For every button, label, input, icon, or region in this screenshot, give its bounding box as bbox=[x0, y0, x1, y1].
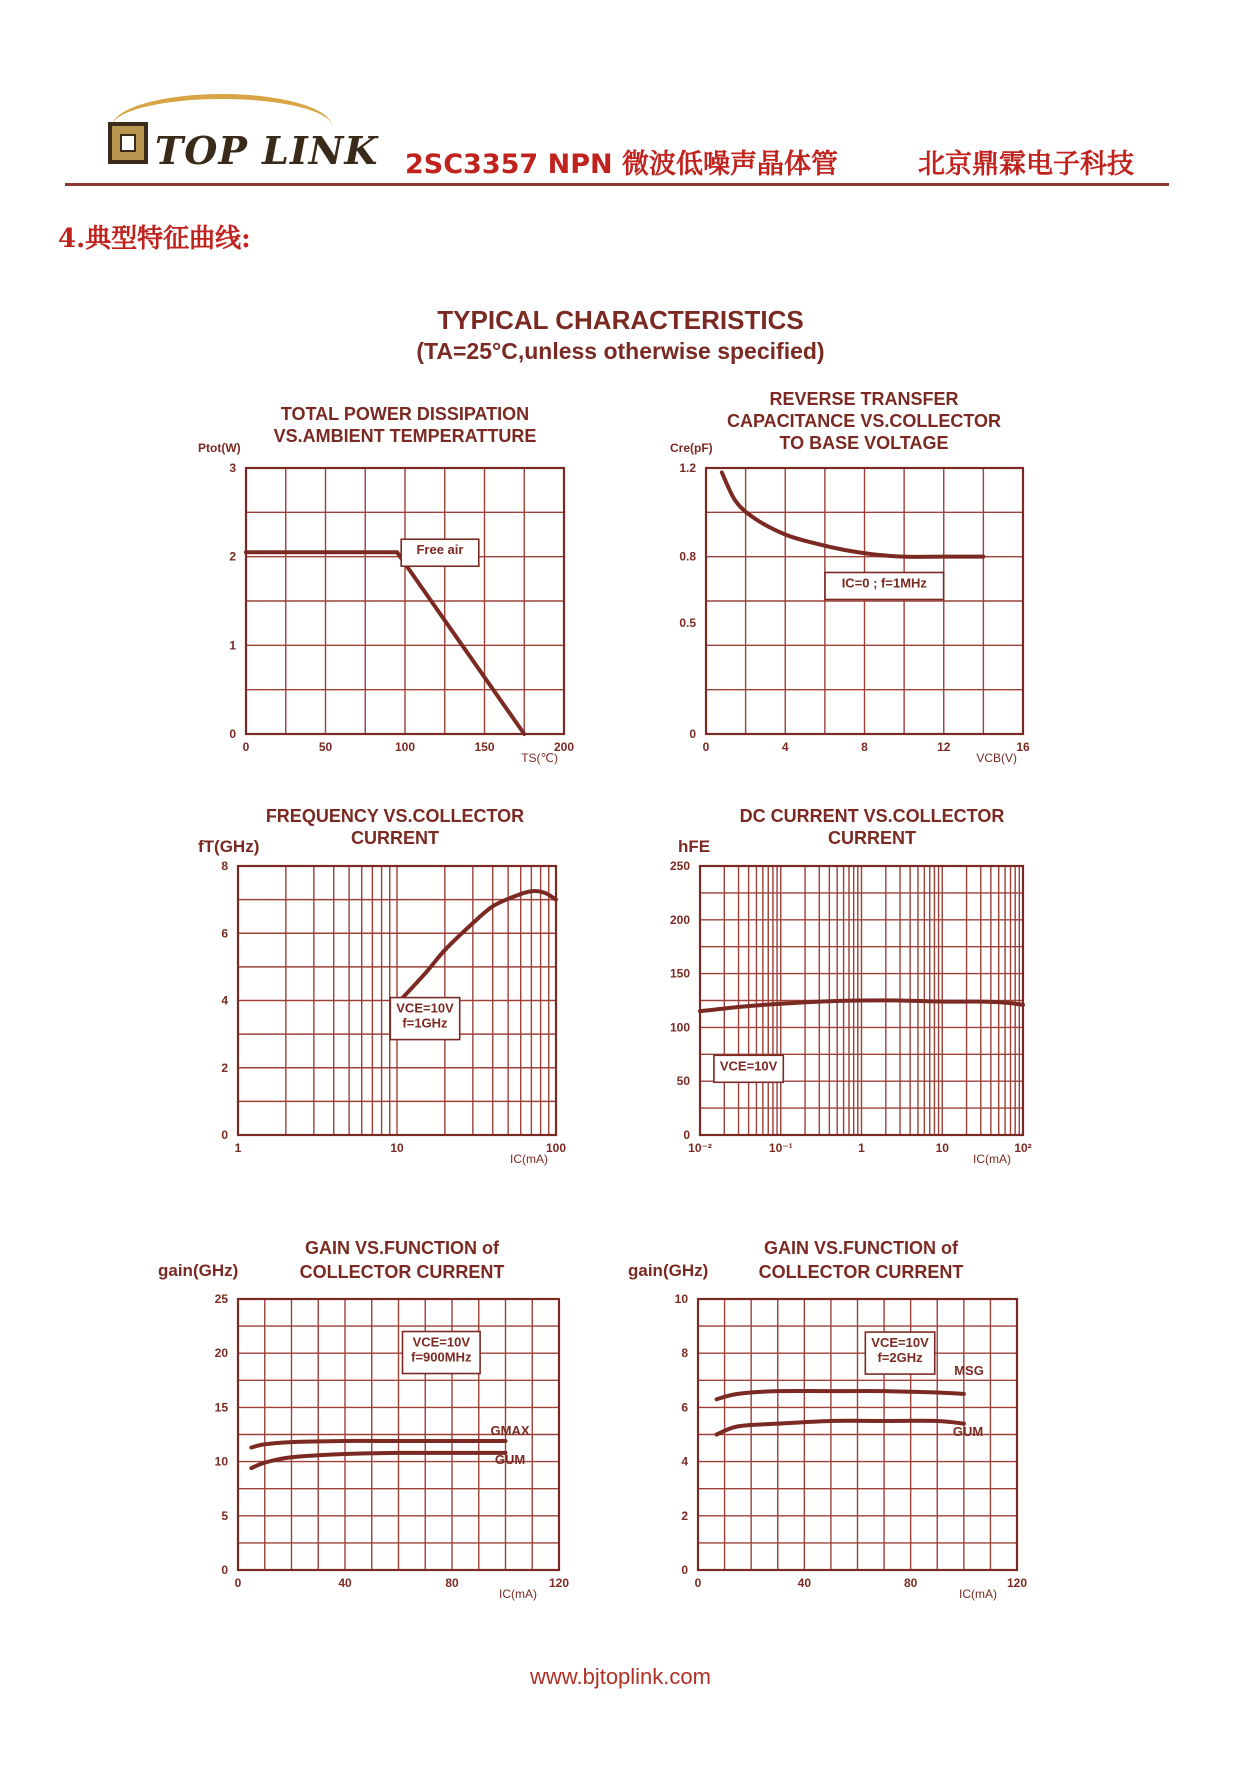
y-axis-label: Ptot(W) bbox=[198, 441, 241, 455]
logo-text: TOP LINK bbox=[155, 128, 379, 173]
chart-title-line: FREQUENCY VS.COLLECTOR bbox=[265, 806, 525, 826]
y-tick-label: 8 bbox=[221, 859, 228, 873]
y-tick-label: 0 bbox=[689, 727, 696, 741]
chart-frequency bbox=[198, 806, 566, 1166]
y-tick-label: 1.2 bbox=[679, 461, 696, 475]
annotation-text: f=1GHz bbox=[402, 1015, 448, 1031]
x-tick-label: 10 bbox=[390, 1141, 404, 1155]
x-tick-label: 4 bbox=[781, 740, 789, 754]
chart-title-line: CURRENT bbox=[828, 828, 916, 848]
y-tick-label: 2 bbox=[229, 549, 236, 564]
y-axis-label: hFE bbox=[678, 837, 711, 856]
y-tick-label: 10 bbox=[674, 1292, 688, 1306]
x-tick-label: 0 bbox=[702, 740, 710, 754]
series-line-gmax bbox=[251, 1441, 505, 1448]
chart-title-line: TOTAL POWER DISSIPATION bbox=[280, 404, 530, 424]
annotation-text: Free air bbox=[416, 542, 464, 558]
x-axis-label: IC(mA) bbox=[499, 1587, 537, 1601]
y-tick-label: 0 bbox=[229, 727, 236, 741]
y-tick-label: 4 bbox=[681, 1454, 688, 1469]
x-tick-label: 120 bbox=[1006, 1576, 1028, 1590]
chart-gain_2g bbox=[628, 1238, 1027, 1601]
y-axis-label: gain(GHz) bbox=[158, 1261, 239, 1280]
y-tick-label: 1 bbox=[229, 638, 236, 653]
x-tick-label: 0 bbox=[242, 740, 250, 754]
y-tick-label: 6 bbox=[221, 926, 228, 941]
y-tick-label: 0 bbox=[683, 1128, 690, 1142]
series-label-gum-2g: GUM bbox=[952, 1424, 984, 1439]
x-tick-label: 80 bbox=[445, 1576, 459, 1590]
annotation-text: f=2GHz bbox=[877, 1350, 923, 1366]
y-tick-label: 0 bbox=[221, 1128, 228, 1142]
y-axis-label: Cre(pF) bbox=[670, 441, 713, 455]
chart-title-line: COLLECTOR CURRENT bbox=[299, 1262, 505, 1282]
x-tick-label: 40 bbox=[797, 1576, 812, 1590]
x-tick-label: 1 bbox=[858, 1141, 865, 1155]
series-line-gum bbox=[717, 1421, 964, 1435]
section-title: 4.典型特征曲线: bbox=[58, 224, 251, 254]
company-name: 北京鼎霖电子科技 bbox=[918, 149, 1134, 180]
y-tick-label: 10 bbox=[214, 1454, 228, 1469]
x-axis-label: IC(mA) bbox=[959, 1587, 997, 1601]
x-tick-label: 0 bbox=[234, 1576, 242, 1590]
series-label-gum: GUM bbox=[494, 1452, 526, 1467]
x-tick-label: 10⁻¹ bbox=[768, 1141, 793, 1155]
x-tick-label: 16 bbox=[1016, 740, 1030, 754]
y-tick-label: 0.8 bbox=[679, 549, 696, 564]
main-title: TYPICAL CHARACTERISTICS bbox=[437, 305, 804, 335]
y-tick-label: 2 bbox=[221, 1060, 228, 1075]
x-tick-label: 50 bbox=[318, 740, 333, 754]
chart-dc_current bbox=[670, 806, 1032, 1166]
footer-url[interactable]: www.bjtoplink.com bbox=[530, 1664, 711, 1689]
x-tick-label: 120 bbox=[548, 1576, 570, 1590]
series-line-ft bbox=[397, 891, 556, 1004]
series-label-msg: MSG bbox=[954, 1363, 984, 1378]
y-tick-label: 5 bbox=[221, 1508, 228, 1523]
series-label-gmax: GMAX bbox=[490, 1423, 530, 1438]
chart-title-line: REVERSE TRANSFER bbox=[769, 389, 959, 409]
chart-gain_900 bbox=[158, 1238, 569, 1601]
x-tick-label: 12 bbox=[937, 740, 951, 754]
y-tick-label: 0 bbox=[221, 1563, 228, 1577]
x-tick-label: 10 bbox=[935, 1141, 949, 1155]
x-tick-label: 8 bbox=[861, 740, 868, 754]
annotation-text: VCE=10V bbox=[871, 1335, 929, 1351]
annotation-text: VCE=10V bbox=[396, 1000, 454, 1016]
y-tick-label: 6 bbox=[681, 1400, 688, 1415]
chart-capacitance bbox=[670, 389, 1030, 765]
y-tick-label: 15 bbox=[214, 1400, 228, 1415]
x-tick-label: 150 bbox=[474, 740, 495, 754]
chart-power bbox=[198, 404, 574, 765]
x-axis-label: IC(mA) bbox=[973, 1152, 1011, 1166]
y-tick-label: 20 bbox=[214, 1346, 228, 1361]
x-tick-label: 0 bbox=[694, 1576, 702, 1590]
x-tick-label: 1 bbox=[234, 1141, 242, 1155]
y-tick-label: 0.5 bbox=[679, 616, 696, 631]
y-tick-label: 2 bbox=[681, 1508, 688, 1523]
x-axis-label: TS(℃) bbox=[521, 751, 558, 765]
series-line-free-air bbox=[246, 552, 524, 734]
y-tick-label: 8 bbox=[681, 1346, 688, 1361]
annotation-text: VCE=10V bbox=[719, 1058, 778, 1074]
x-tick-label: 200 bbox=[553, 740, 575, 754]
annotation-text: IC=0 ; f=1MHz bbox=[841, 575, 927, 591]
y-tick-label: 50 bbox=[676, 1074, 690, 1089]
document-title: 2SC3357 NPN 微波低噪声晶体管 bbox=[405, 149, 838, 180]
x-tick-label: 80 bbox=[903, 1576, 918, 1590]
y-tick-label: 3 bbox=[229, 461, 236, 475]
annotation-text: f=900MHz bbox=[411, 1349, 472, 1365]
x-tick-label: 100 bbox=[545, 1141, 567, 1155]
y-tick-label: 150 bbox=[669, 966, 690, 981]
chart-title-line: GAIN VS.FUNCTION of bbox=[764, 1238, 958, 1258]
y-axis-label: fT(GHz) bbox=[198, 837, 260, 856]
y-axis-label: gain(GHz) bbox=[628, 1261, 709, 1280]
chart-title-line: COLLECTOR CURRENT bbox=[758, 1262, 964, 1282]
y-tick-label: 25 bbox=[214, 1292, 228, 1306]
x-tick-label: 100 bbox=[394, 740, 416, 754]
chart-title-line: DC CURRENT VS.COLLECTOR bbox=[739, 806, 1005, 826]
y-tick-label: 4 bbox=[221, 993, 228, 1008]
y-tick-label: 250 bbox=[669, 859, 690, 873]
annotation-text: VCE=10V bbox=[412, 1334, 471, 1350]
chart-title-line: CAPACITANCE VS.COLLECTOR bbox=[726, 411, 1002, 431]
subtitle: (TA=25°C,unless otherwise specified) bbox=[416, 338, 825, 364]
series-line-gum bbox=[251, 1453, 505, 1468]
chart-title-line: VS.AMBIENT TEMPERATTURE bbox=[273, 426, 537, 446]
x-tick-label: 10² bbox=[1014, 1141, 1032, 1155]
x-tick-label: 40 bbox=[338, 1576, 352, 1590]
x-axis-label: IC(mA) bbox=[510, 1152, 548, 1166]
y-tick-label: 0 bbox=[681, 1563, 688, 1577]
y-tick-label: 100 bbox=[669, 1020, 690, 1035]
chart-title-line: GAIN VS.FUNCTION of bbox=[305, 1238, 499, 1258]
x-axis-label: VCB(V) bbox=[976, 751, 1017, 765]
x-tick-label: 10⁻² bbox=[688, 1141, 712, 1155]
chart-title-line: TO BASE VOLTAGE bbox=[779, 433, 949, 453]
y-tick-label: 200 bbox=[669, 912, 690, 927]
chart-title-line: CURRENT bbox=[351, 828, 439, 848]
series-line-msg bbox=[717, 1391, 964, 1399]
